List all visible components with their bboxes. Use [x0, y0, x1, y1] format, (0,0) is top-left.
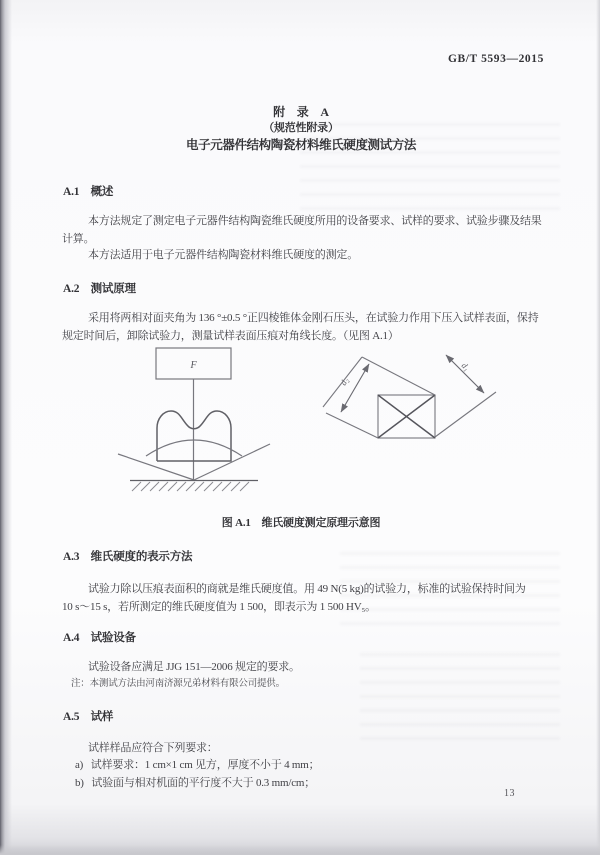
- scan-edge-bottom: [0, 845, 600, 855]
- d2-label: d₂: [338, 375, 351, 387]
- extension-line: [362, 357, 435, 395]
- section-heading-a4: A.4 试验设备: [63, 632, 136, 644]
- page-number: 13: [504, 788, 515, 799]
- indentation-diagonals-diagram: [315, 340, 510, 470]
- appendix-title: 附 录 A: [273, 105, 329, 119]
- paragraph-line: 试验力除以压痕表面积的商就是维氏硬度值。用 49 N(5 kg)的试验力，标准的试验保持时间为: [88, 583, 526, 595]
- section-heading-a2: A.2 测试原理: [63, 283, 136, 295]
- vickers-indenter-diagram: [100, 344, 280, 504]
- list-item-b: b) 试验面与相对机面的平行度不大于 0.3 mm/cm；: [75, 777, 316, 789]
- note-line: 注：本测试方法由河南济源兄弟材料有限公司提供。: [71, 679, 285, 689]
- paragraph-line: 试样样品应符合下列要求：: [88, 742, 218, 754]
- extension-line: [435, 392, 496, 437]
- paragraph-line: 计算。: [62, 233, 95, 245]
- scan-edge-left: [0, 0, 12, 855]
- surface-hatching: [132, 482, 249, 491]
- paragraph-line: 规定时间后，卸除试验力，测量试样表面压痕对角线长度。（见图 A.1）: [62, 330, 399, 342]
- d1-label: d₁: [459, 360, 472, 373]
- paragraph-line: 本方法适用于电子元器件结构陶瓷材料维氏硬度的测定。: [88, 249, 358, 261]
- section-heading-a5: A.5 试样: [63, 711, 114, 723]
- force-label: F: [190, 360, 197, 371]
- indenter-angle-left: [118, 454, 194, 480]
- appendix-method-title: 电子元器件结构陶瓷材料维氏硬度测试方法: [186, 138, 416, 152]
- section-heading-a3: A.3 维氏硬度的表示方法: [63, 551, 193, 563]
- d2-dimension-line: [341, 364, 369, 412]
- paragraph-line: 10 s～15 s，若所测定的维氏硬度值为 1 500，即表示为 1 500 HV₅。: [62, 601, 376, 613]
- paragraph-line: 试验设备应满足 JJG 151—2006 规定的要求。: [88, 661, 300, 673]
- paragraph-line: 采用将两相对面夹角为 136 °±0.5 °正四棱锥体金刚石压头，在试验力作用下压入试样表面，保持: [88, 312, 539, 324]
- scan-edge-right: [596, 0, 600, 855]
- list-item-a: a) 试样要求：1 cm×1 cm 见方，厚度不小于 4 mm；: [75, 759, 320, 771]
- paragraph-line: 本方法规定了测定电子元器件结构陶瓷维氏硬度所用的设备要求、试样的要求、试验步骤及结果: [88, 215, 542, 227]
- appendix-subtitle: （规范性附录）: [263, 122, 339, 134]
- standard-number-header: GB/T 5593—2015: [447, 53, 544, 65]
- extension-line: [326, 413, 378, 438]
- figure-caption: 图 A.1 维氏硬度测定原理示意图: [221, 517, 381, 529]
- section-heading-a1: A.1 概述: [63, 186, 114, 198]
- bleed-through-texture: [360, 650, 560, 740]
